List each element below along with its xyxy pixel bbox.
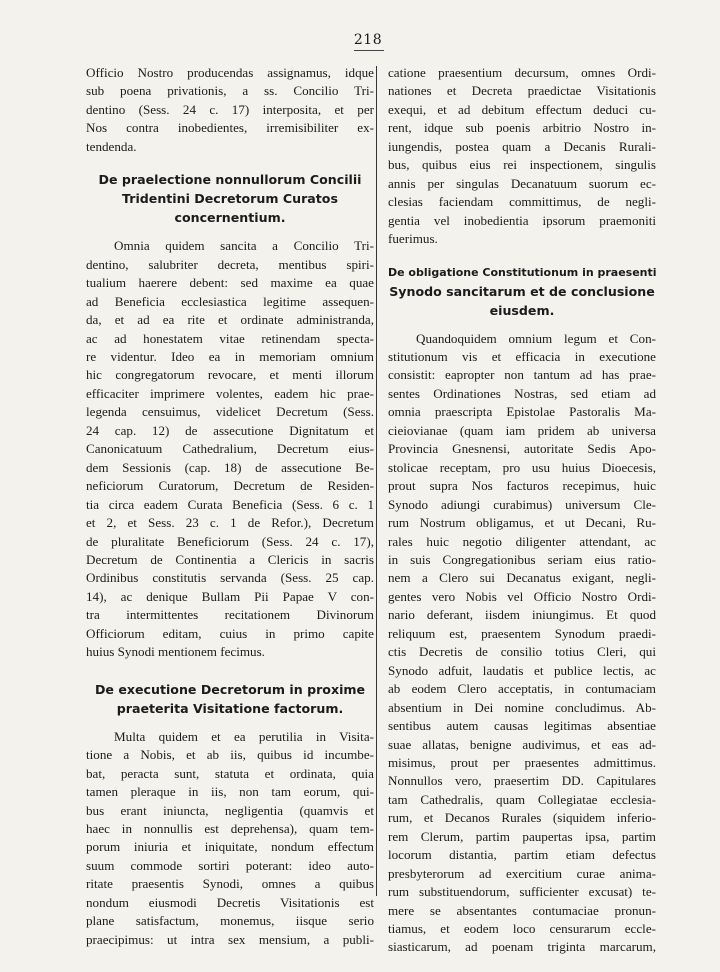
text-line: de pluralitate Beneficiorum (Sess. 24 c. 17), [86, 533, 374, 549]
paragraph [86, 64, 374, 156]
text-line: hic congregatorum revocare, et menti illorum [86, 367, 374, 383]
text-line: fuerimus. [388, 231, 438, 247]
text-line: Synodo adiungi curabimus) universum Cle- [388, 496, 656, 512]
heading-line: Synodo sancitarum et de conclusione [389, 283, 655, 299]
text-line: neficiorum Curatorum, Decretum de Residen- [86, 478, 374, 494]
text-line: haec in nonnullis est deprehensa), quam tem- [86, 820, 374, 836]
text-line: mere se absentantes contumaciae pronun- [388, 902, 656, 918]
text-line: rales huic negotio diligenter attendant, ac [388, 533, 656, 549]
text-line: Ordinibus constitutis servanda (Sess. 25 cap. [86, 570, 374, 586]
text-line: bus, quibus eius rei inspectionem, singulis [388, 157, 656, 173]
heading-line: eiusdem. [489, 302, 555, 318]
text-line: prout supra Nos facturos recepimus, huic [388, 478, 656, 494]
text-line: Provincia Gnesnensi, autoritate Sedis Apo- [388, 441, 656, 457]
text-line: stitutionum vis et efficacia in executione [388, 348, 656, 364]
text-line: huius Synodi mentionem fecimus. [86, 644, 265, 660]
text-line: dem Sessionis (cap. 18) de assecutione Be- [86, 459, 374, 475]
text-line: tamen pleraque in iis, non tam eorum, qui- [86, 784, 374, 800]
text-line: nondum eiusmodi Decretis Visitationis est [86, 894, 374, 910]
text-line: rent, idque sub poenis arbitrio Nostro in- [388, 120, 656, 136]
section-heading [388, 263, 656, 320]
text-line: gentes vero Nobis vel Officio Nostro Ordi- [388, 588, 656, 604]
text-line: sentibus autem causas legitimas absentiae [388, 718, 656, 734]
text-line: Canonicatuum Cathedralium, Decretum eius- [86, 441, 374, 457]
text-line: omnia praescripta Epistolae Pastoralis Ma- [388, 404, 656, 420]
heading-line: De obligatione Constitutionum in praesenti [388, 265, 657, 279]
text-line: tione a Nobis, et ab iis, quibus id incumbe- [86, 747, 374, 763]
text-line: in suis Congregationibus seriam eius ratio- [388, 551, 656, 567]
text-line: catione praesentium decursum, omnes Ordi- [388, 65, 656, 80]
text-line: absentium in Dei nomine concludimus. Ab- [388, 699, 656, 715]
text-line: rum, et Decanos Rurales (siquidem inferio- [388, 810, 656, 826]
text-line: exequi, et ad debitum effectum deduci cu- [388, 101, 656, 117]
text-line: gentia vel inobedientia ipsorum praemoniti [388, 212, 656, 228]
text-line: rum substituendorum, sufficienter excusat) te- [388, 884, 656, 900]
text-line: cieiovianae (quam iam pridem ab universa [388, 422, 656, 438]
text-line: Omnia quidem sancita a Concilio Tri- [114, 238, 374, 254]
text-line: Synodo adfuit, laudatis et publice lectis, ac [388, 662, 656, 678]
text-line: iungendis, postea quam a Decanis Rurali- [388, 138, 656, 154]
text-line: tendenda. [86, 138, 137, 154]
paragraph [86, 237, 374, 661]
heading-line: concernentium. [174, 210, 286, 226]
text-line: 14), ac denique Bullam Pii Papae V con- [86, 588, 374, 604]
text-line: ac ad honestatem vitae retinendam specta- [86, 330, 374, 346]
text-line: suae allatas, benigne audivimus, et eas ad- [388, 736, 656, 752]
text-line: sub poena privationis, a ss. Concilio Tri- [86, 83, 374, 99]
text-line: Officiorum editam, cuius in primo capite [86, 625, 374, 641]
text-line: sentes Ordinationes Nostras, sed etiam ad [388, 385, 656, 401]
text-line: presbyterorum ad exercitium curae anima- [388, 865, 656, 881]
column-divider [376, 66, 377, 896]
text-line: Quandoquidem omnium legum et Con- [416, 330, 656, 346]
text-line: ad Beneficia ecclesiastica legitime assequen- [86, 293, 374, 309]
text-line: praecipimus: ut intra sex mensium, a publi- [86, 931, 374, 947]
text-line: misimus, prout per praesentes admittimus. [388, 754, 656, 770]
text-line: reliquum est, praesentem Synodum praedi- [388, 625, 656, 641]
text-line: et 2, et Sess. 23 c. 1 de Refor.), Decretum [86, 515, 374, 531]
text-line: tiamus, et eodem loco censurarum eccle- [388, 921, 656, 937]
page-number-underline [354, 50, 384, 51]
right-column [388, 64, 656, 957]
text-line: porum iniuria et iniquitate, nondum effectum [86, 839, 374, 855]
heading-line: De executione Decretorum in proxime [94, 681, 366, 697]
section-heading [86, 680, 374, 718]
text-line: Nos contra inobedientes, irremisibiliter ex- [86, 120, 374, 136]
text-line: tia circa eadem Curata Beneficia (Sess. 6 c. 1 [86, 496, 374, 512]
text-line: efficaciter imprimere volentes, eadem hic prae- [86, 385, 374, 401]
text-line: plane satisfactum, monemus, iisque serio [86, 913, 374, 929]
text-line: bat, peracta sunt, statuta et ordinata, quia [86, 765, 374, 781]
text-line: bus erant iniuncta, negligentia (quamvis et [86, 802, 374, 818]
paragraph [388, 330, 656, 957]
text-line: Officio Nostro producendas assignamus, idque [86, 65, 374, 80]
heading-line: De praelectione nonnullorum Concilii [98, 172, 362, 188]
text-line: legenda censuimus, videlicet Decretum (Sess. [86, 404, 374, 420]
heading-line: praeterita Visitatione factorum. [116, 700, 344, 716]
text-line: Decretum de Continentia a Clericis in sacris [86, 551, 374, 567]
page-number: 218 [353, 32, 383, 48]
text-line: nem a Clero sui Decanatus exigant, negli- [388, 570, 656, 586]
text-line: nationes et Decreta praedictae Visitationis [388, 83, 656, 99]
text-line: tra intermittentes recitationem Divinorum [86, 607, 374, 623]
text-line: ab eodem Clero acceptatis, in contumaciam [388, 681, 656, 697]
text-line: suum commode sortiri poterant: ideo auto- [86, 857, 374, 873]
text-line: stolicae receptam, pro usu huius Dioecesis, [388, 459, 656, 475]
text-line: 24 cap. 12) de assecutione Dignitatum et [86, 422, 374, 438]
left-column [86, 64, 374, 949]
text-line: ritate praesentis Synodi, omnes a quibus [86, 876, 374, 892]
text-line: siasticarum, ad poenam triginta marcarum, [388, 939, 656, 955]
text-line: ctis Decretis de consilio totius Cleri, qui [388, 644, 656, 660]
section-heading [86, 170, 374, 227]
text-line: dentino (Sess. 24 c. 17) interposita, et per [86, 101, 374, 117]
text-line: dentino, salubriter decreta, mentibus spiri- [86, 256, 374, 272]
paragraph [388, 64, 656, 249]
paragraph [86, 728, 374, 949]
heading-line: Tridentini Decretorum Curatos [122, 191, 338, 207]
text-line: da, et ad ea rite et ordinate administranda, [86, 312, 374, 328]
text-line: tualium haerere debent: sed maxime ea quae [86, 275, 374, 291]
text-line: tam Cathedralis, quam Collegiatae ecclesia- [388, 791, 656, 807]
text-line: locorum distantia, partim etiam defectus [388, 847, 656, 863]
text-line: Nonnullos vero, praesertim DD. Capitulares [388, 773, 656, 789]
text-line: rem Clerum, partim paupertas ipsa, partim [388, 828, 656, 844]
text-line: consistit: eapropter non tantum ad has prae- [388, 367, 656, 383]
text-line: nario deferant, iisdem iniungimus. Et quod [388, 607, 656, 623]
text-line: Multa quidem et ea perutilia in Visita- [114, 728, 374, 744]
text-line: clesias faciendam committimus, de negli- [388, 194, 656, 210]
text-line: rum Nostrum obligamus, et ut Decani, Ru- [388, 515, 656, 531]
text-line: re videntur. Ideo ea in memoriam omnium [86, 348, 374, 364]
text-line: annis per singulas Decanatuum suorum ec- [388, 175, 656, 191]
